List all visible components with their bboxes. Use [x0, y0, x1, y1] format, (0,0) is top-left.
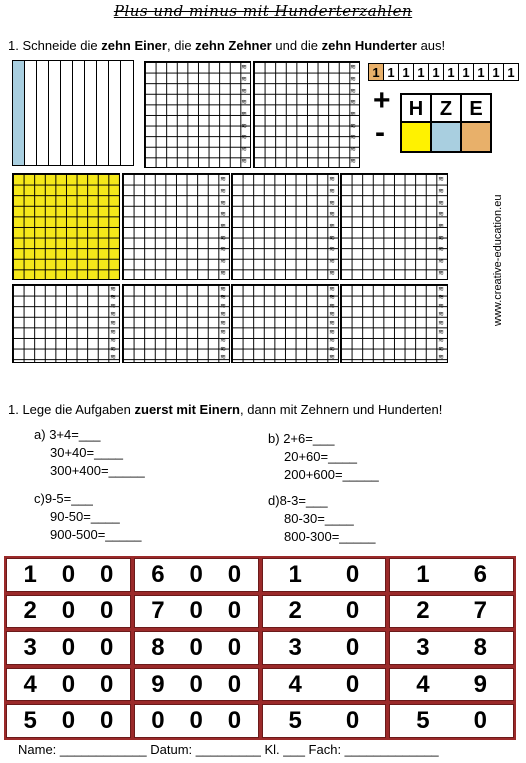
card-digit: 5 — [416, 707, 430, 735]
card-digit: 0 — [99, 597, 114, 625]
grid-mark: ≋ — [241, 74, 247, 83]
task-c-label: c) — [34, 491, 45, 506]
grid-marks — [436, 285, 446, 362]
one-cube: 1 — [473, 63, 489, 81]
number-card — [262, 558, 387, 592]
grid-marks — [348, 62, 358, 167]
grid-mark: ≋ — [220, 186, 226, 195]
card-digit: 6 — [473, 560, 487, 588]
number-card — [6, 595, 131, 629]
grid-mark: ≋ — [438, 344, 444, 353]
task-line: 90-50=____ — [50, 509, 120, 524]
grid-mark: ≋ — [329, 175, 335, 184]
instruction-cut-hundreds: zehn Hunderter — [321, 38, 417, 53]
grid-mark: ≋ — [350, 133, 356, 142]
card-digit: 0 — [99, 707, 114, 735]
hundred-grid — [253, 61, 360, 168]
card-digit: 0 — [227, 707, 242, 735]
card-digit: 9 — [473, 670, 487, 698]
grid-mark: ≋ — [438, 301, 444, 310]
grid-mark: ≋ — [329, 336, 335, 345]
grid-mark: ≋ — [220, 344, 226, 353]
card-digit: 0 — [151, 707, 165, 735]
task-line: 30+40=____ — [50, 445, 124, 460]
task-line: 80-30=____ — [284, 511, 354, 526]
grid-mark: ≋ — [350, 86, 356, 95]
card-digit: 4 — [288, 670, 302, 698]
number-card — [262, 704, 387, 738]
grid-mark: ≋ — [438, 175, 444, 184]
card-digit: 4 — [416, 670, 430, 698]
ten-bars — [12, 60, 138, 166]
grid-mark: ≋ — [329, 310, 335, 319]
website-watermark: www.creative-education.eu — [492, 194, 504, 326]
grid-mark: ≋ — [329, 293, 335, 302]
grid-mark: ≋ — [329, 327, 335, 336]
card-digit: 9 — [151, 670, 165, 698]
grid-mark: ≋ — [220, 245, 226, 254]
grid-mark: ≋ — [438, 284, 444, 293]
grid-mark: ≋ — [329, 301, 335, 310]
one-cube: 1 — [488, 63, 504, 81]
hundreds-label: H — [400, 93, 432, 125]
grid-mark: ≋ — [438, 256, 444, 265]
grid-mark: ≋ — [350, 63, 356, 72]
grid-mark: ≋ — [350, 109, 356, 118]
minus-sign: - — [375, 116, 385, 149]
one-cube: 1 — [503, 63, 519, 81]
grid-mark: ≋ — [350, 121, 356, 130]
task-a-label: a) — [34, 427, 46, 442]
grid-mark: ≋ — [110, 336, 116, 345]
number-cards — [4, 556, 516, 740]
card-digit: 0 — [189, 560, 203, 588]
hundred-grid-yellow — [12, 173, 120, 280]
grid-mark: ≋ — [241, 144, 247, 153]
grid-mark: ≋ — [438, 210, 444, 219]
task-d-label: d) — [268, 493, 280, 508]
number-card — [6, 704, 131, 738]
card-digit: 0 — [99, 670, 114, 698]
grid-mark: ≋ — [241, 156, 247, 165]
card-digit: 0 — [345, 597, 360, 625]
grid-mark: ≋ — [110, 353, 116, 362]
grid-mark: ≋ — [220, 268, 226, 277]
grid-mark: ≋ — [329, 344, 335, 353]
task-line: 300+400=_____ — [50, 463, 145, 478]
card-digit: 0 — [99, 560, 114, 588]
one-cube: 1 — [428, 63, 444, 81]
hundred-grid — [122, 173, 230, 280]
grid-mark: ≋ — [220, 336, 226, 345]
card-digit: 0 — [227, 633, 242, 661]
grid-mark: ≋ — [241, 86, 247, 95]
task-line: 2+6=___ — [283, 431, 335, 446]
one-cube: 1 — [413, 63, 429, 81]
instruction-cut-tens: zehn Zehner — [195, 38, 272, 53]
ten-bar — [120, 60, 134, 166]
grid-mark: ≋ — [110, 310, 116, 319]
grid-mark: ≋ — [438, 221, 444, 230]
task-line: 8-3=___ — [279, 493, 328, 508]
one-cube: 1 — [458, 63, 474, 81]
one-cube: 1 — [398, 63, 414, 81]
grid-mark: ≋ — [220, 301, 226, 310]
grid-mark: ≋ — [438, 198, 444, 207]
grid-mark: ≋ — [220, 293, 226, 302]
grid-marks — [108, 285, 118, 362]
task-line: 200+600=_____ — [284, 467, 379, 482]
instruction-cut-mid1: , die — [166, 38, 196, 53]
grid-mark: ≋ — [220, 233, 226, 242]
grid-mark: ≋ — [220, 327, 226, 336]
number-card — [6, 668, 131, 702]
hundred-grid — [144, 61, 251, 168]
grid-marks — [436, 174, 446, 279]
task-b-label: b) — [268, 431, 280, 446]
grid-mark: ≋ — [241, 63, 247, 72]
plus-sign: + — [373, 84, 391, 117]
grid-mark: ≋ — [110, 284, 116, 293]
number-card — [134, 595, 259, 629]
card-digit: 0 — [61, 597, 76, 625]
task-c — [34, 490, 141, 544]
card-digit: 3 — [23, 633, 37, 661]
footer-fields: Name: ____________ Datum: _________ Kl. ___ Fach: _____________ — [18, 742, 439, 757]
grid-mark: ≋ — [220, 310, 226, 319]
card-digit: 7 — [151, 597, 165, 625]
number-card — [389, 704, 514, 738]
grid-mark: ≋ — [110, 344, 116, 353]
grid-mark: ≋ — [241, 121, 247, 130]
instruction-cut — [8, 38, 445, 53]
grid-mark: ≋ — [438, 186, 444, 195]
number-card — [6, 558, 131, 592]
number-card — [6, 631, 131, 665]
tens-label: Z — [430, 93, 462, 125]
instruction-lay — [8, 402, 442, 417]
number-card — [134, 668, 259, 702]
hundred-grid — [231, 284, 339, 363]
grid-mark: ≋ — [438, 233, 444, 242]
card-digit: 1 — [416, 560, 430, 588]
grid-mark: ≋ — [241, 98, 247, 107]
grid-mark: ≋ — [329, 318, 335, 327]
task-a — [34, 426, 145, 480]
card-digit: 3 — [288, 633, 302, 661]
hundred-grid — [340, 284, 448, 363]
grid-mark: ≋ — [241, 133, 247, 142]
grid-mark: ≋ — [220, 284, 226, 293]
number-card — [134, 704, 259, 738]
card-digit: 0 — [345, 633, 360, 661]
card-digit: 0 — [189, 633, 203, 661]
number-card — [389, 558, 514, 592]
card-digit: 0 — [61, 560, 76, 588]
grid-mark: ≋ — [350, 74, 356, 83]
grid-mark: ≋ — [438, 245, 444, 254]
task-line: 20+60=____ — [284, 449, 358, 464]
card-digit: 0 — [189, 597, 203, 625]
instruction-cut-pre: 1. Schneide die — [8, 38, 102, 53]
card-digit: 0 — [345, 707, 360, 735]
instruction-lay-post: , dann mit Zehnern und Hunderten! — [239, 402, 443, 417]
grid-mark: ≋ — [329, 256, 335, 265]
card-digit: 8 — [151, 633, 165, 661]
task-b — [268, 430, 379, 484]
card-digit: 0 — [227, 597, 242, 625]
card-digit: 0 — [227, 560, 242, 588]
grid-mark: ≋ — [220, 210, 226, 219]
grid-marks — [327, 174, 337, 279]
card-digit: 2 — [23, 597, 37, 625]
card-digit: 5 — [288, 707, 302, 735]
grid-mark: ≋ — [329, 210, 335, 219]
task-d — [268, 492, 375, 546]
grid-marks — [218, 174, 228, 279]
grid-marks — [239, 62, 249, 167]
number-card — [262, 631, 387, 665]
task-line: 900-500=_____ — [50, 527, 142, 542]
card-digit: 2 — [416, 597, 430, 625]
number-card — [134, 631, 259, 665]
grid-mark: ≋ — [438, 336, 444, 345]
card-digit: 0 — [189, 670, 203, 698]
grid-mark: ≋ — [329, 221, 335, 230]
card-digit: 6 — [151, 560, 165, 588]
card-digit: 0 — [345, 560, 360, 588]
grid-mark: ≋ — [220, 318, 226, 327]
one-cube: 1 — [383, 63, 399, 81]
number-card — [262, 668, 387, 702]
grid-mark: ≋ — [220, 175, 226, 184]
task-line: 3+4=___ — [49, 427, 101, 442]
grid-mark: ≋ — [329, 284, 335, 293]
instruction-lay-pre: 1. Lege die Aufgaben — [8, 402, 135, 417]
grid-mark: ≋ — [438, 293, 444, 302]
card-digit: 0 — [227, 670, 242, 698]
grid-mark: ≋ — [220, 221, 226, 230]
grid-mark: ≋ — [329, 245, 335, 254]
grid-mark: ≋ — [220, 256, 226, 265]
hundred-grid — [340, 173, 448, 280]
grid-mark: ≋ — [329, 233, 335, 242]
card-digit: 2 — [288, 597, 302, 625]
ones-label: E — [460, 93, 492, 125]
card-digit: 8 — [473, 633, 487, 661]
grid-marks — [327, 285, 337, 362]
ones-strip — [368, 63, 519, 81]
worksheet-title: Plus und minus mit Hunderterzahlen — [113, 2, 413, 20]
grid-mark: ≋ — [110, 293, 116, 302]
hundred-grid — [12, 284, 120, 363]
one-cube: 1 — [368, 63, 384, 81]
task-line: 9-5=___ — [44, 491, 93, 506]
card-digit: 5 — [23, 707, 37, 735]
card-digit: 0 — [345, 670, 360, 698]
grid-marks — [218, 285, 228, 362]
grid-mark: ≋ — [438, 353, 444, 362]
place-value-colors — [402, 121, 492, 153]
card-digit: 1 — [23, 560, 37, 588]
instruction-cut-post: aus! — [416, 38, 446, 53]
grid-mark: ≋ — [350, 144, 356, 153]
card-digit: 0 — [99, 633, 114, 661]
grid-mark: ≋ — [350, 156, 356, 165]
card-digit: 3 — [416, 633, 430, 661]
grid-mark: ≋ — [220, 353, 226, 362]
hundred-grid — [231, 173, 339, 280]
grid-mark: ≋ — [329, 186, 335, 195]
tens-color — [430, 121, 462, 153]
card-digit: 0 — [61, 670, 76, 698]
grid-mark: ≋ — [329, 198, 335, 207]
hundreds-color — [400, 121, 432, 153]
task-line: 800-300=_____ — [284, 529, 376, 544]
card-digit: 7 — [473, 597, 487, 625]
number-card — [389, 595, 514, 629]
instruction-cut-mid2: und die — [271, 38, 322, 53]
grid-mark: ≋ — [110, 301, 116, 310]
card-digit: 1 — [288, 560, 302, 588]
instruction-cut-ones: zehn Einer — [101, 38, 167, 53]
grid-mark: ≋ — [438, 327, 444, 336]
number-card — [134, 558, 259, 592]
card-digit: 0 — [473, 707, 487, 735]
one-cube: 1 — [443, 63, 459, 81]
grid-mark: ≋ — [110, 327, 116, 336]
card-digit: 0 — [189, 707, 203, 735]
instruction-lay-bold: zuerst mit Einern — [134, 402, 240, 417]
number-card — [262, 595, 387, 629]
hundred-grid — [122, 284, 230, 363]
card-digit: 4 — [23, 670, 37, 698]
grid-mark: ≋ — [438, 310, 444, 319]
grid-mark: ≋ — [438, 318, 444, 327]
grid-mark: ≋ — [241, 109, 247, 118]
number-card — [389, 668, 514, 702]
grid-mark: ≋ — [329, 268, 335, 277]
ones-color — [460, 121, 492, 153]
number-card — [389, 631, 514, 665]
grid-mark: ≋ — [110, 318, 116, 327]
card-digit: 0 — [61, 633, 76, 661]
grid-mark: ≋ — [220, 198, 226, 207]
grid-mark: ≋ — [350, 98, 356, 107]
grid-mark: ≋ — [438, 268, 444, 277]
card-digit: 0 — [61, 707, 76, 735]
grid-mark: ≋ — [329, 353, 335, 362]
